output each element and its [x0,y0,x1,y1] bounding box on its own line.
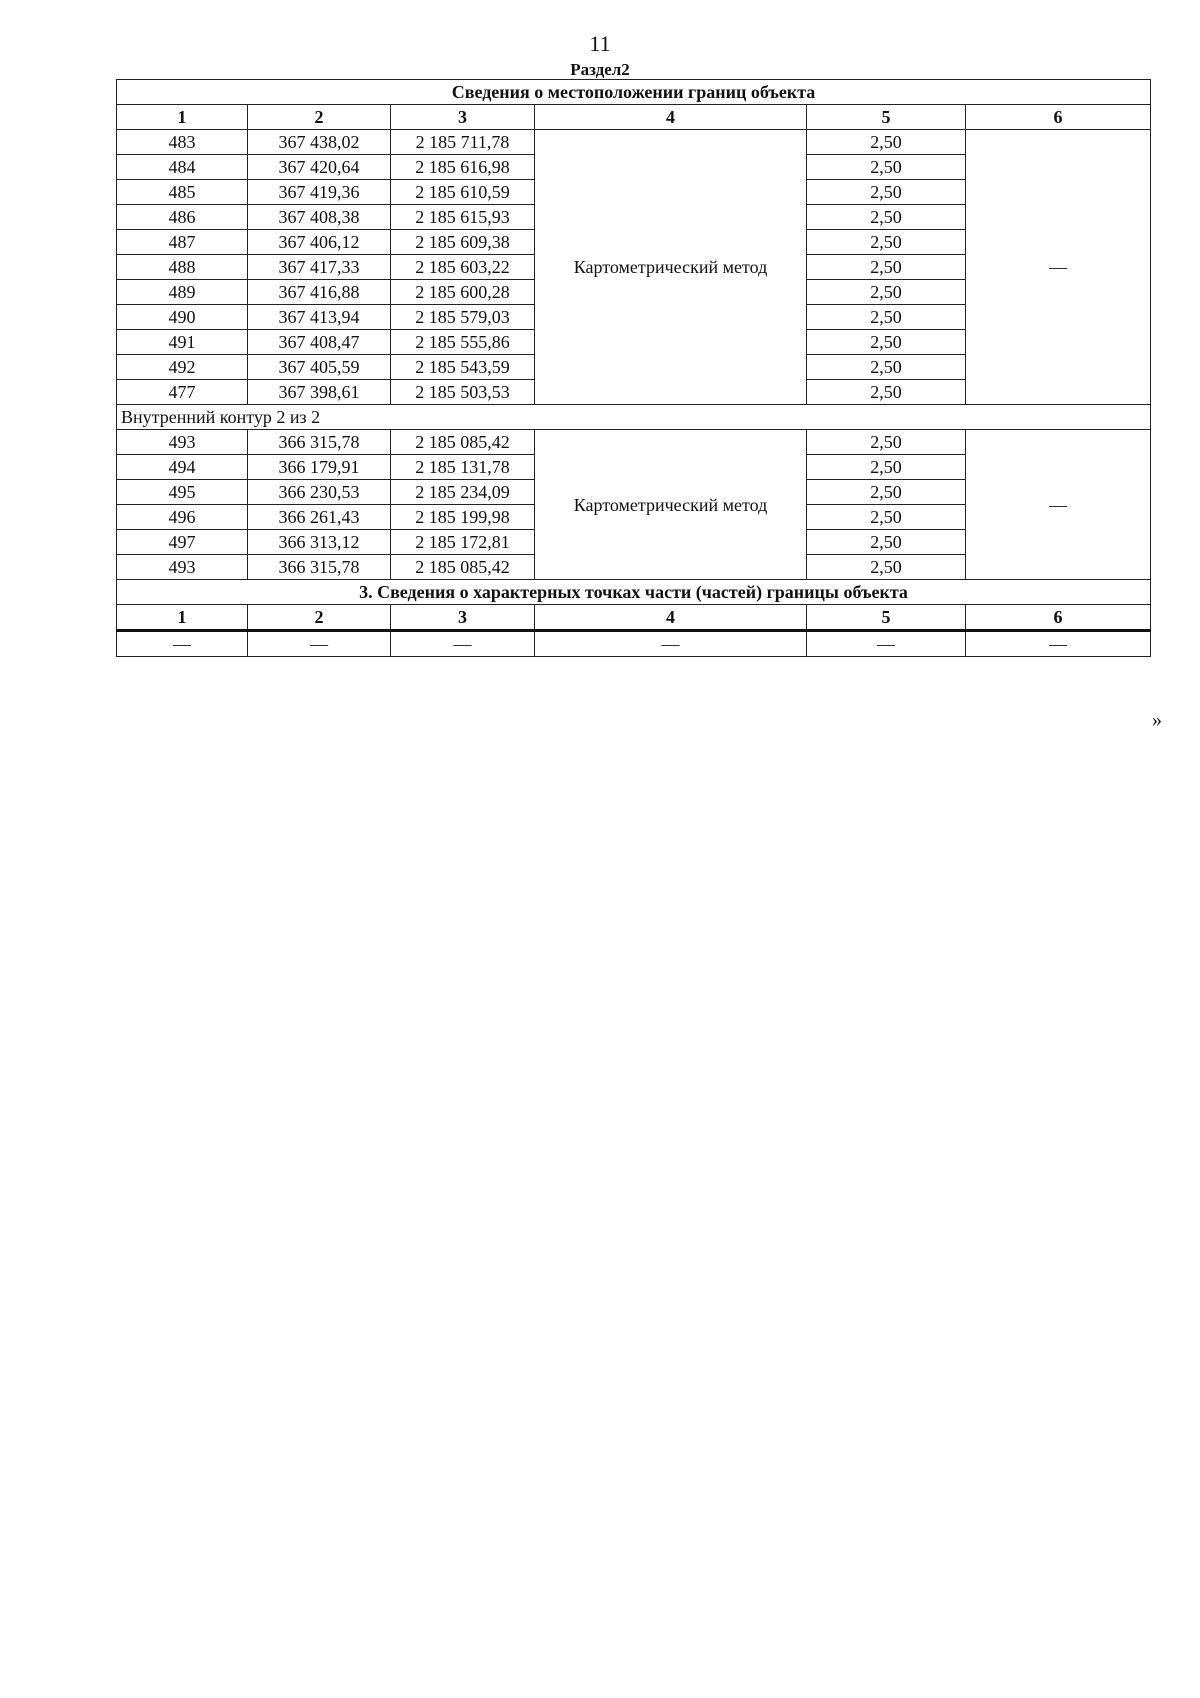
accuracy-cell: 2,50 [807,455,966,480]
boundary-table [116,79,1151,657]
y-coordinate-cell: 2 185 131,78 [391,455,535,480]
accuracy-cell: 2,50 [807,155,966,180]
empty-cell: — [535,631,807,657]
accuracy-cell: 2,50 [807,305,966,330]
x-coordinate-cell: 366 261,43 [248,505,391,530]
accuracy-cell: 2,50 [807,430,966,455]
y-coordinate-cell: 2 185 610,59 [391,180,535,205]
contour-row [117,405,1151,430]
accuracy-cell: 2,50 [807,130,966,155]
accuracy-cell: 2,50 [807,330,966,355]
y-coordinate-cell: 2 185 555,86 [391,330,535,355]
column-header: 1 [117,605,248,631]
section-3-caption: 3. Сведения о характерных точках части (частей) границы объекта [117,580,1151,605]
empty-cell: — [391,631,535,657]
y-coordinate-cell: 2 185 085,42 [391,555,535,580]
accuracy-cell: 2,50 [807,280,966,305]
y-coordinate-cell: 2 185 199,98 [391,505,535,530]
accuracy-cell: 2,50 [807,180,966,205]
x-coordinate-cell: 367 408,47 [248,330,391,355]
caption-row [117,580,1151,605]
x-coordinate-cell: 367 420,64 [248,155,391,180]
empty-cell: — [807,631,966,657]
x-coordinate-cell: 367 419,36 [248,180,391,205]
caption-row [117,80,1151,105]
point-number-cell: 496 [117,505,248,530]
point-number-cell: 495 [117,480,248,505]
accuracy-cell: 2,50 [807,380,966,405]
column-header: 6 [966,105,1151,130]
x-coordinate-cell: 366 315,78 [248,430,391,455]
point-number-cell: 477 [117,380,248,405]
accuracy-cell: 2,50 [807,555,966,580]
closing-quote: » [1152,709,1162,731]
table-caption: Сведения о местоположении границ объекта [117,80,1151,105]
y-coordinate-cell: 2 185 503,53 [391,380,535,405]
column-header: 1 [117,105,248,130]
table-row [117,631,1151,657]
point-number-cell: 487 [117,230,248,255]
point-number-cell: 493 [117,555,248,580]
x-coordinate-cell: 367 406,12 [248,230,391,255]
x-coordinate-cell: 367 413,94 [248,305,391,330]
accuracy-cell: 2,50 [807,505,966,530]
accuracy-cell: 2,50 [807,230,966,255]
point-number-cell: 497 [117,530,248,555]
accuracy-cell: 2,50 [807,255,966,280]
contour-label: Внутренний контур 2 из 2 [117,405,1151,430]
method-cell: Картометрический метод [535,130,807,405]
x-coordinate-cell: 367 438,02 [248,130,391,155]
x-coordinate-cell: 367 398,61 [248,380,391,405]
y-coordinate-cell: 2 185 234,09 [391,480,535,505]
accuracy-cell: 2,50 [807,480,966,505]
point-number-cell: 492 [117,355,248,380]
point-number-cell: 485 [117,180,248,205]
column-header: 6 [966,605,1151,631]
point-number-cell: 484 [117,155,248,180]
empty-cell: — [117,631,248,657]
point-number-cell: 486 [117,205,248,230]
column-6-cell: — [966,130,1151,405]
y-coordinate-cell: 2 185 172,81 [391,530,535,555]
empty-cell: — [966,631,1151,657]
x-coordinate-cell: 366 179,91 [248,455,391,480]
table-row [117,130,1151,155]
x-coordinate-cell: 366 313,12 [248,530,391,555]
y-coordinate-cell: 2 185 603,22 [391,255,535,280]
y-coordinate-cell: 2 185 600,28 [391,280,535,305]
empty-cell: — [248,631,391,657]
column-header: 5 [807,605,966,631]
header-row [117,105,1151,130]
point-number-cell: 489 [117,280,248,305]
column-header: 4 [535,105,807,130]
y-coordinate-cell: 2 185 085,42 [391,430,535,455]
point-number-cell: 491 [117,330,248,355]
accuracy-cell: 2,50 [807,355,966,380]
section-title: Раздел2 [570,60,630,79]
y-coordinate-cell: 2 185 579,03 [391,305,535,330]
x-coordinate-cell: 367 416,88 [248,280,391,305]
header-row [117,605,1151,631]
x-coordinate-cell: 367 405,59 [248,355,391,380]
x-coordinate-cell: 367 417,33 [248,255,391,280]
column-header: 2 [248,605,391,631]
point-number-cell: 490 [117,305,248,330]
table-row [117,430,1151,455]
column-header: 3 [391,605,535,631]
y-coordinate-cell: 2 185 609,38 [391,230,535,255]
y-coordinate-cell: 2 185 615,93 [391,205,535,230]
column-header: 3 [391,105,535,130]
y-coordinate-cell: 2 185 616,98 [391,155,535,180]
method-cell: Картометрический метод [535,430,807,580]
column-6-cell: — [966,430,1151,580]
y-coordinate-cell: 2 185 543,59 [391,355,535,380]
accuracy-cell: 2,50 [807,530,966,555]
y-coordinate-cell: 2 185 711,78 [391,130,535,155]
page-number: 11 [589,31,611,56]
column-header: 5 [807,105,966,130]
point-number-cell: 493 [117,430,248,455]
x-coordinate-cell: 366 315,78 [248,555,391,580]
x-coordinate-cell: 366 230,53 [248,480,391,505]
point-number-cell: 494 [117,455,248,480]
column-header: 2 [248,105,391,130]
accuracy-cell: 2,50 [807,205,966,230]
x-coordinate-cell: 367 408,38 [248,205,391,230]
column-header: 4 [535,605,807,631]
point-number-cell: 483 [117,130,248,155]
point-number-cell: 488 [117,255,248,280]
